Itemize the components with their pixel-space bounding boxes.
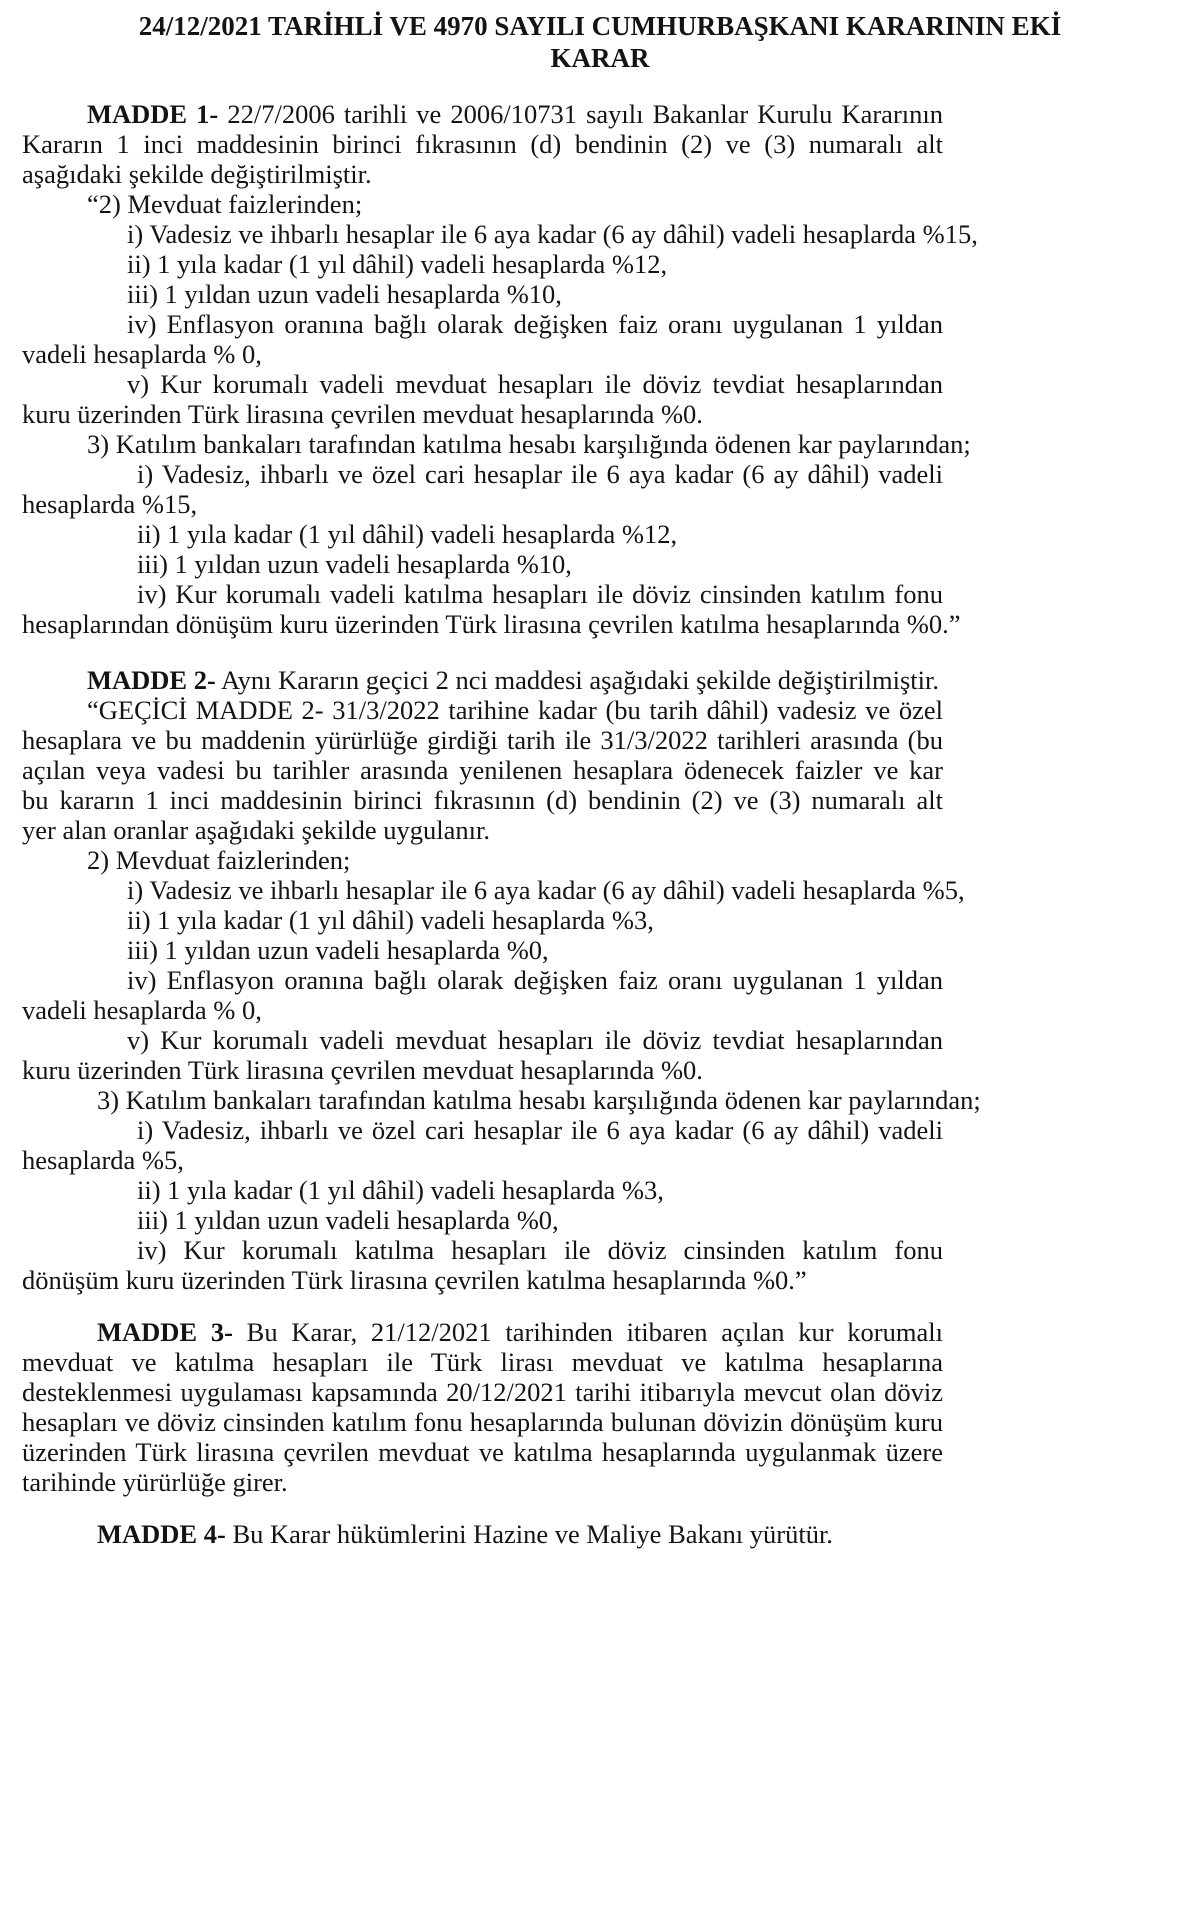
- clause-item: iii) 1 yıldan uzun vadeli hesaplarda %0,: [127, 935, 549, 965]
- article-3-line: hesapları ve döviz cinsinden katılım fonu hesaplarında bulunan dövizin dönüşüm kuru: [22, 1407, 943, 1437]
- article-3-line: tarihinde yürürlüğe girer.: [22, 1467, 288, 1497]
- article-3-text: Bu Karar, 21/12/2021 tarihinden itibaren açılan kur korumalı: [246, 1317, 943, 1347]
- clause-item-continued: kuru üzerinden Türk lirasına çevrilen mevduat hesaplarında %0.: [22, 1055, 703, 1085]
- clause-item: i) Vadesiz ve ihbarlı hesaplar ile 6 aya kadar (6 ay dâhil) vadeli hesaplarda %15,: [127, 219, 978, 249]
- clause-item: ii) 1 yıla kadar (1 yıl dâhil) vadeli hesaplarda %12,: [127, 249, 668, 279]
- article-2-line: “GEÇİCİ MADDE 2- 31/3/2022 tarihine kadar (bu tarih dâhil) vadesiz ve özel: [87, 695, 943, 725]
- article-3-line: desteklenmesi uygulaması kapsamında 20/12/2021 tarihi itibarıyla mevcut olan döviz: [22, 1377, 943, 1407]
- clause-item: ii) 1 yıla kadar (1 yıl dâhil) vadeli hesaplarda %3,: [127, 905, 654, 935]
- clause-item-continued: vadeli hesaplarda % 0,: [22, 339, 262, 369]
- clause-item-continued: vadeli hesaplarda % 0,: [22, 995, 262, 1025]
- article-2-line: bu kararın 1 inci maddesinin birinci fıkrasının (d) bendinin (2) ve (3) numaralı alt: [22, 785, 943, 815]
- article-2-label: MADDE 2-: [87, 665, 216, 695]
- article-1-line: aşağıdaki şekilde değiştirilmiştir.: [22, 159, 372, 189]
- paragraph-3-heading: 3) Katılım bankaları tarafından katılma hesabı karşılığında ödenen kar paylarından;: [97, 1085, 981, 1115]
- article-2-text: Aynı Kararın geçici 2 nci maddesi aşağıdaki şekilde değiştirilmiştir.: [215, 665, 940, 695]
- clause-item: v) Kur korumalı vadeli mevduat hesapları ile döviz tevdiat hesaplarından: [127, 1025, 943, 1055]
- clause-item-continued: hesaplarda %5,: [22, 1145, 184, 1175]
- article-3-line: üzerinden Türk lirasına çevrilen mevduat ve katılma hesaplarında uygulanmak üzere: [22, 1437, 943, 1467]
- paragraph-2-heading: “2) Mevduat faizlerinden;: [87, 189, 363, 219]
- article-3-label: MADDE 3-: [97, 1317, 233, 1347]
- clause-item-continued: kuru üzerinden Türk lirasına çevrilen mevduat hesaplarında %0.: [22, 399, 703, 429]
- article-1-line: [87, 98, 943, 130]
- clause-item-continued: hesaplarından dönüşüm kuru üzerinden Türk lirasına çevrilen katılma hesaplarında %0.”: [22, 609, 961, 639]
- article-3-line: [97, 1316, 943, 1348]
- clause-item: iv) Kur korumalı katılma hesapları ile döviz cinsinden katılım fonu: [137, 1235, 943, 1265]
- clause-item: iii) 1 yıldan uzun vadeli hesaplarda %0,: [137, 1205, 559, 1235]
- article-4-text: Bu Karar hükümlerini Hazine ve Maliye Bakanı yürütür.: [225, 1519, 833, 1549]
- article-2-line: hesaplara ve bu maddenin yürürlüğe girdiği tarih ile 31/3/2022 tarihleri arasında (bu: [22, 725, 943, 755]
- clause-item: ii) 1 yıla kadar (1 yıl dâhil) vadeli hesaplarda %3,: [137, 1175, 664, 1205]
- article-2-line: [87, 664, 939, 696]
- clause-item-continued: dönüşüm kuru üzerinden Türk lirasına çevrilen katılma hesaplarında %0.”: [22, 1265, 807, 1295]
- clause-item: iv) Kur korumalı vadeli katılma hesapları ile döviz cinsinden katılım fonu: [137, 579, 943, 609]
- article-4-label: MADDE 4-: [97, 1519, 226, 1549]
- clause-item: ii) 1 yıla kadar (1 yıl dâhil) vadeli hesaplarda %12,: [137, 519, 678, 549]
- clause-item-continued: hesaplarda %15,: [22, 489, 198, 519]
- article-2-line: açılan veya vadesi bu tarihler arasında yenilenen hesaplara ödenecek faizler ve kar: [22, 755, 943, 785]
- clause-item: v) Kur korumalı vadeli mevduat hesapları ile döviz tevdiat hesaplarından: [127, 369, 943, 399]
- clause-item: i) Vadesiz, ihbarlı ve özel cari hesaplar ile 6 aya kadar (6 ay dâhil) vadeli: [137, 459, 943, 489]
- paragraph-2-heading: 2) Mevduat faizlerinden;: [87, 845, 351, 875]
- clause-item: iii) 1 yıldan uzun vadeli hesaplarda %10,: [127, 279, 562, 309]
- article-2-line: yer alan oranlar aşağıdaki şekilde uygulanır.: [22, 815, 490, 845]
- clause-item: iv) Enflasyon oranına bağlı olarak değişken faiz oranı uygulanan 1 yıldan: [127, 965, 943, 995]
- article-1-line: Kararın 1 inci maddesinin birinci fıkrasının (d) bendinin (2) ve (3) numaralı alt: [22, 129, 943, 159]
- document-title-continued: KARAR: [550, 43, 650, 73]
- paragraph-3-heading: 3) Katılım bankaları tarafından katılma hesabı karşılığında ödenen kar paylarından;: [87, 429, 971, 459]
- clause-item: iii) 1 yıldan uzun vadeli hesaplarda %10,: [137, 549, 572, 579]
- clause-item: i) Vadesiz, ihbarlı ve özel cari hesaplar ile 6 aya kadar (6 ay dâhil) vadeli: [137, 1115, 943, 1145]
- clause-item: i) Vadesiz ve ihbarlı hesaplar ile 6 aya kadar (6 ay dâhil) vadeli hesaplarda %5,: [127, 875, 965, 905]
- clause-item: iv) Enflasyon oranına bağlı olarak değişken faiz oranı uygulanan 1 yıldan: [127, 309, 943, 339]
- article-3-line: mevduat ve katılma hesapları ile Türk lirası mevduat ve katılma hesaplarına: [22, 1347, 943, 1377]
- article-1-label: MADDE 1-: [87, 99, 219, 129]
- article-4-line: [97, 1518, 833, 1550]
- document-title: 24/12/2021 TARİHLİ VE 4970 SAYILI CUMHURBAŞKANI KARARININ EKİ: [138, 11, 1062, 41]
- article-1-text: 22/7/2006 tarihli ve 2006/10731 sayılı Bakanlar Kurulu Kararının: [227, 99, 943, 129]
